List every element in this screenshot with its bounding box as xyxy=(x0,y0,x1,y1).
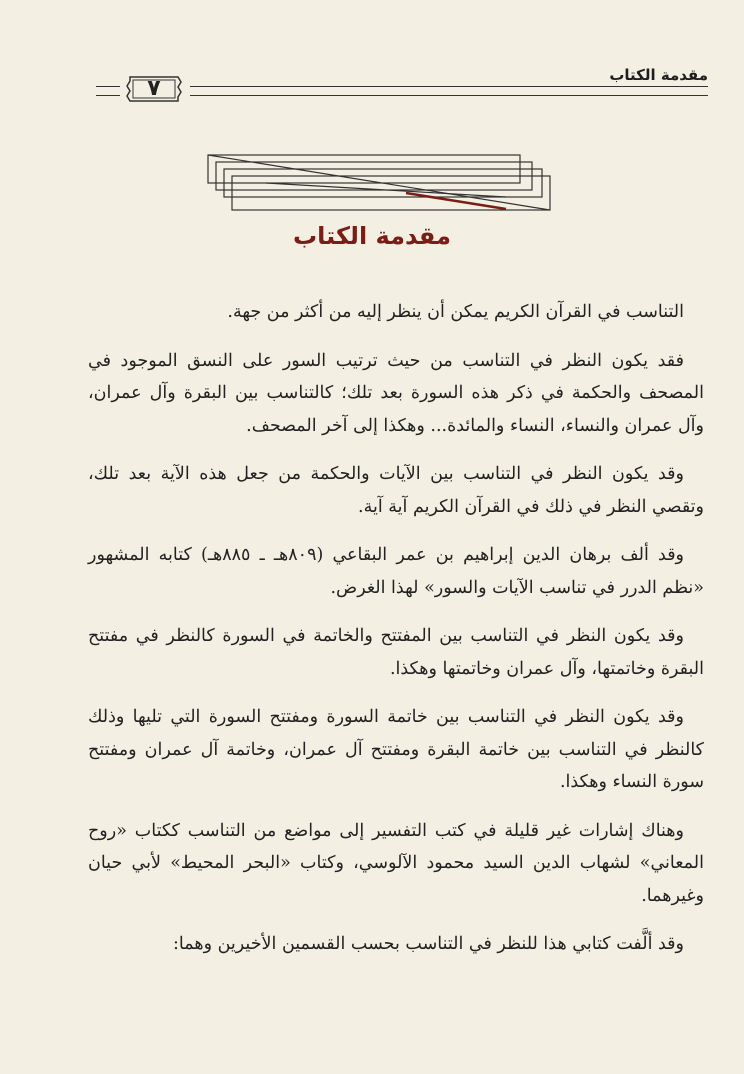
paragraph: فقد يكون النظر في التناسب من حيث ترتيب السور على النسق الموجود في المصحف والحكمة في ذكر هذه السورة بعد تلك؛ كالتناسب بين البقرة وآل عمران، وآل عمران والنساء، النساء والمائدة... وهكذا إلى آخر المصحف. xyxy=(88,350,704,436)
page-number-frame xyxy=(124,74,184,104)
paragraph: وهناك إشارات غير قليلة في كتب التفسير إلى مواضع من التناسب ككتاب «روح المعاني» لشهاب الدين السيد محمود الآلوسي، وكتاب «البحر المحيط» لأبي حيان وغيرهما. xyxy=(88,820,704,906)
chapter-heading: مقدمة الكتاب xyxy=(293,222,451,250)
header-rule-short xyxy=(96,86,120,96)
paragraph: وقد ألَّفت كتابي هذا للنظر في التناسب بحسب القسمين الأخيرين وهما: xyxy=(173,934,684,954)
body-text xyxy=(88,296,704,977)
chapter-ornament xyxy=(206,153,552,213)
paragraph: وقد يكون النظر في التناسب بين خاتمة السورة ومفتتح السورة التي تليها وذلك كالنظر في التناسب بين خاتمة البقرة ومفتتح آل عمران، وخاتمة آل عمران ومفتتح سورة النساء وهكذا. xyxy=(88,707,704,792)
running-header-title: مقدمة الكتاب xyxy=(609,66,708,84)
paragraph: وقد يكون النظر في التناسب بين الآيات والحكمة من جعل هذه الآية بعد تلك، وتقصي النظر في ذلك في القرآن الكريم آية آية. xyxy=(88,464,704,517)
paragraph: وقد يكون النظر في التناسب بين المفتتح والخاتمة في السورة كالنظر في مفتتح البقرة وخاتمتها، وآل عمران وخاتمتها وهكذا. xyxy=(88,626,704,679)
paragraph: وقد ألف برهان الدين إبراهيم بن عمر البقاعي (٨٠٩هـ ـ ٨٨٥هـ) كتابه المشهور «نظم الدرر في تناسب الآيات والسور» لهذا الغرض. xyxy=(88,545,704,598)
header-rule xyxy=(190,86,708,96)
page-number: ٧ xyxy=(147,76,161,101)
paragraph: التناسب في القرآن الكريم يمكن أن ينظر إليه من أكثر من جهة. xyxy=(227,302,684,322)
